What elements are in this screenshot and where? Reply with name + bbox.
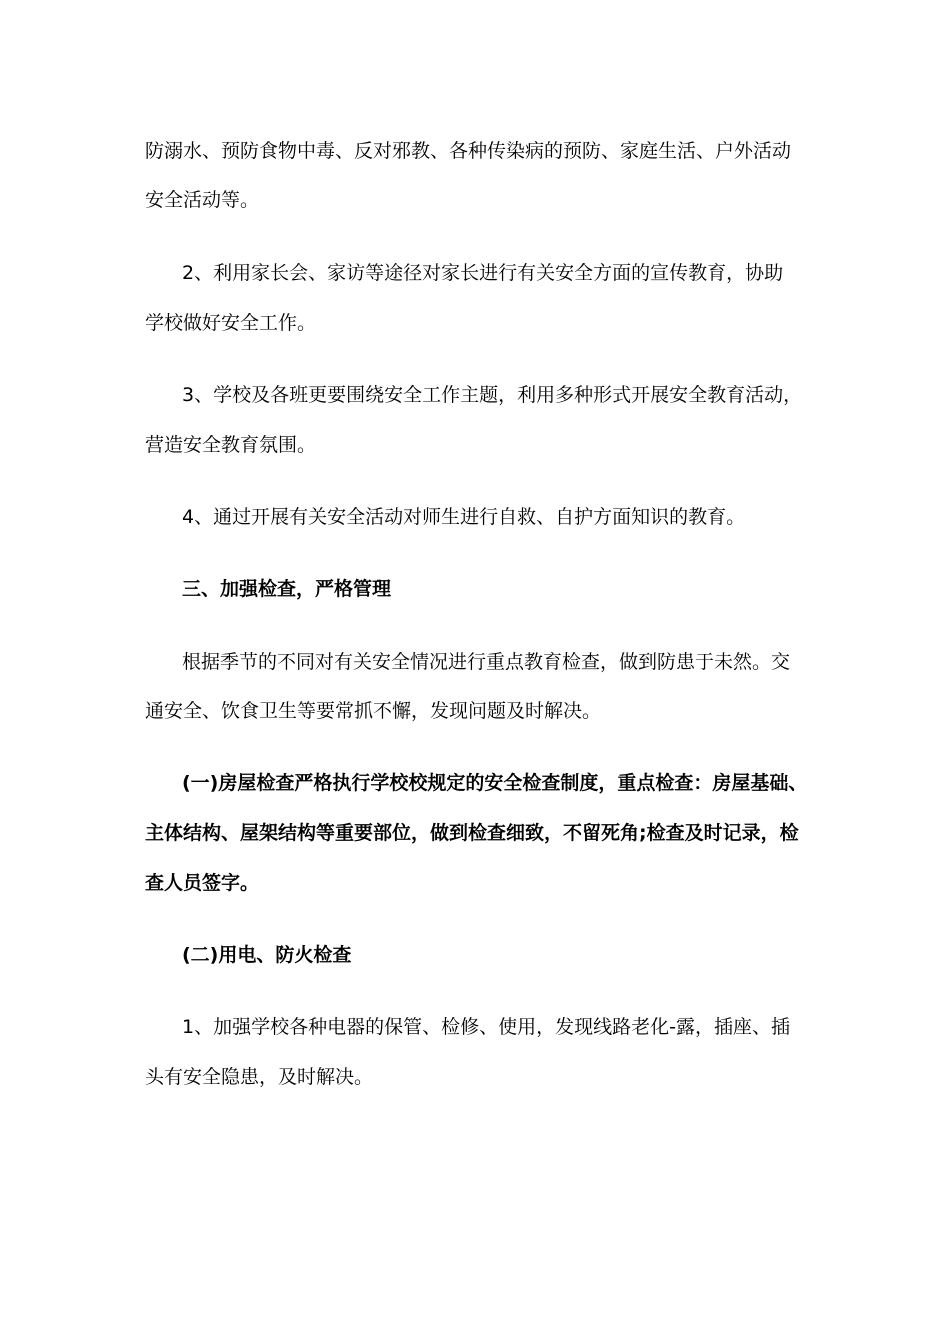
paragraph-line: 1、加强学校各种电器的保管、检修、使用，发现线路老化-露，插座、插 bbox=[182, 1016, 790, 1038]
paragraph-line: 防溺水、预防食物中毒、反对邪教、各种传染病的预防、家庭生活、户外活动 bbox=[145, 140, 792, 162]
paragraph-line: 学校做好安全工作。 bbox=[145, 312, 317, 334]
paragraph-line: 2、利用家长会、家访等途径对家长进行有关安全方面的宣传教育，协助 bbox=[182, 262, 784, 284]
paragraph-line: 头有安全隐患，及时解决。 bbox=[145, 1066, 374, 1088]
paragraph-line: 3、学校及各班更要围绕安全工作主题，利用多种形式开展安全教育活动， bbox=[182, 384, 803, 406]
section-heading: 三、加强检查，严格管理 bbox=[182, 578, 392, 600]
paragraph-line: 通安全、饮食卫生等要常抓不懈，发现问题及时解决。 bbox=[145, 700, 602, 722]
paragraph-line: 营造安全教育氛围。 bbox=[145, 434, 317, 456]
bold-paragraph-line: 主体结构、屋架结构等重要部位，做到检查细致，不留死角;检查及时记录，检 bbox=[145, 822, 799, 844]
bold-paragraph-line: (一)房屋检查严格执行学校校规定的安全检查制度，重点检查：房屋基础、 bbox=[182, 772, 808, 794]
paragraph-line: 安全活动等。 bbox=[145, 189, 260, 211]
paragraph-line: 4、通过开展有关安全活动对师生进行自救、自护方面知识的教育。 bbox=[182, 506, 746, 528]
subsection-heading: (二)用电、防火检查 bbox=[182, 944, 352, 966]
bold-paragraph-line: 查人员签字。 bbox=[145, 872, 260, 894]
paragraph-line: 根据季节的不同对有关安全情况进行重点教育检查，做到防患于未然。交 bbox=[182, 651, 791, 673]
